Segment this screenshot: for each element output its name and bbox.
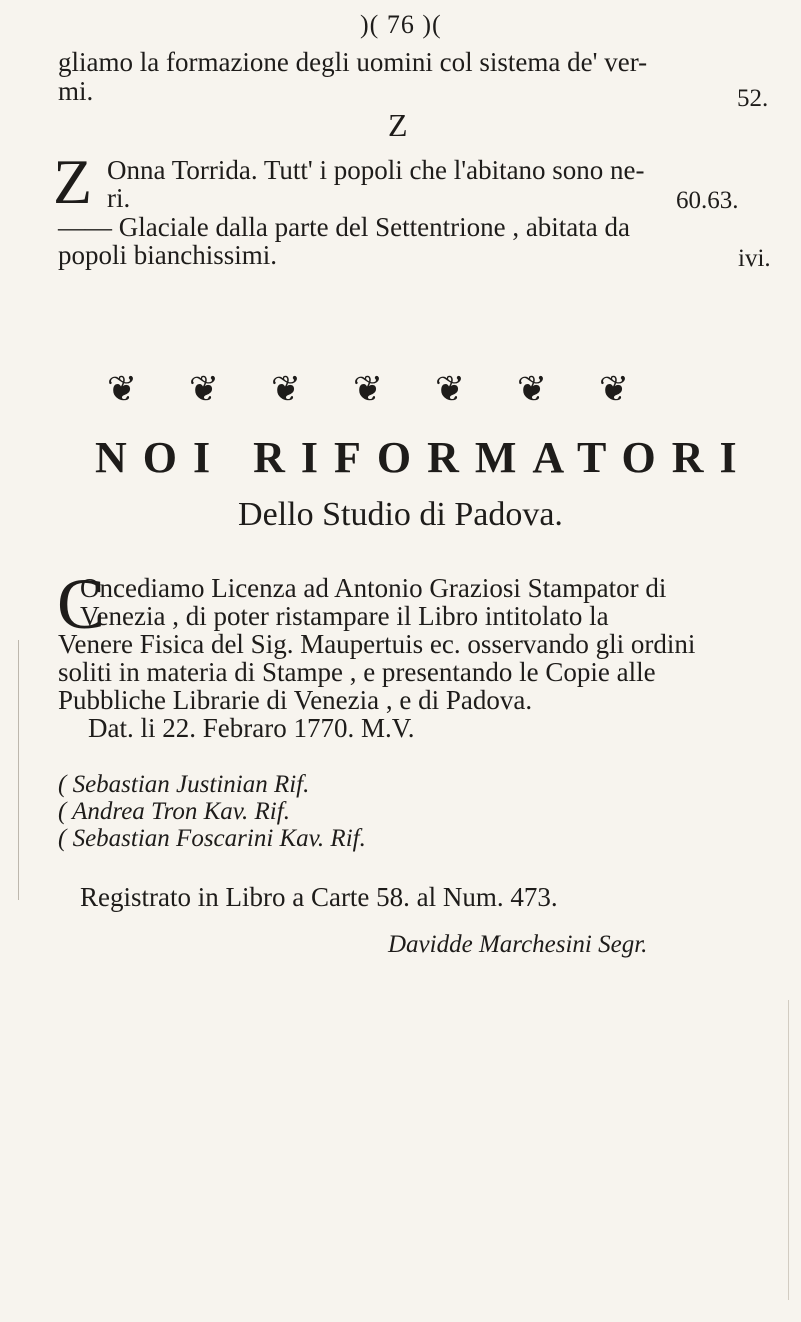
scan-edge-mark bbox=[18, 640, 19, 900]
secretary-signature: Davidde Marchesini Segr. bbox=[388, 931, 648, 958]
registration-note: Registrato in Libro a Carte 58. al Num. 473. bbox=[80, 882, 558, 912]
text-line: Oncediamo Licenza ad Antonio Graziosi Stampator di bbox=[80, 573, 667, 603]
signatory: ( Sebastian Justinian Rif. bbox=[58, 771, 310, 798]
ornament-icon: ❦ bbox=[188, 369, 220, 409]
page-reference: 60.63. bbox=[676, 187, 739, 214]
ornament-icon: ❦ bbox=[106, 369, 138, 409]
text-line: gliamo la formazione degli uomini col sistema de' ver- bbox=[58, 47, 648, 77]
signatory: ( Andrea Tron Kav. Rif. bbox=[58, 798, 290, 825]
text-line: —— Glaciale dalla parte del Settentrione , abitata da bbox=[58, 212, 631, 242]
entry-dropcap: Z bbox=[53, 146, 93, 217]
text-line: soliti in materia di Stampe , e presentando le Copie alle bbox=[58, 657, 656, 687]
page-reference: 52. bbox=[737, 85, 769, 112]
license-dropcap: C bbox=[57, 564, 106, 644]
signatory: ( Sebastian Foscarini Kav. Rif. bbox=[58, 825, 366, 852]
page-number: )( 76 )( bbox=[360, 10, 442, 39]
text-line: Venezia , di poter ristampare il Libro intitolato la bbox=[80, 601, 609, 631]
ornament-row bbox=[88, 368, 648, 410]
license-date: Dat. li 22. Febraro 1770. M.V. bbox=[88, 713, 415, 743]
text-line: mi. bbox=[58, 76, 94, 106]
text-line: popoli bianchissimi. bbox=[58, 240, 277, 270]
page-reference: ivi. bbox=[738, 245, 771, 272]
text-line: Pubbliche Librarie di Venezia , e di Padova. bbox=[58, 685, 533, 715]
text-line: Venere Fisica del Sig. Maupertuis ec. osservando gli ordini bbox=[58, 629, 696, 659]
ornament-icon: ❦ bbox=[270, 369, 302, 409]
ornament-icon: ❦ bbox=[434, 369, 466, 409]
section-letter: Z bbox=[388, 107, 408, 143]
text-line: Onna Torrida. Tutt' i popoli che l'abitano sono ne- bbox=[107, 155, 645, 185]
ornament-icon: ❦ bbox=[598, 369, 630, 409]
ornament-icon: ❦ bbox=[516, 369, 548, 409]
text-line: ri. bbox=[107, 183, 131, 213]
heading-title: NOI RIFORMATORI bbox=[95, 433, 753, 482]
ornament-icon: ❦ bbox=[352, 369, 384, 409]
heading-subtitle: Dello Studio di Padova. bbox=[238, 496, 563, 533]
scan-edge-mark bbox=[788, 1000, 789, 1300]
